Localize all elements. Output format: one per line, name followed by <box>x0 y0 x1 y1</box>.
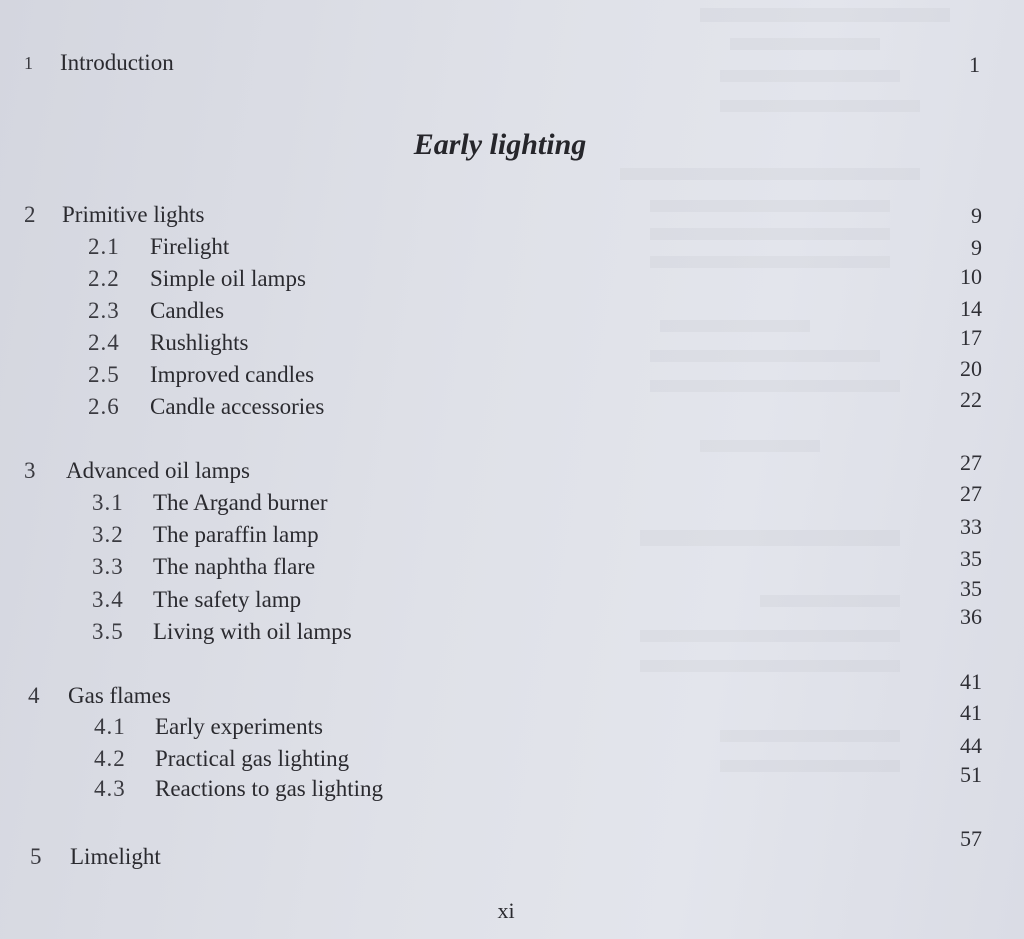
section-number: 2.4 <box>88 330 120 355</box>
bleed-through-mark <box>760 595 900 607</box>
bleed-through-mark <box>660 320 810 332</box>
bleed-through-mark <box>720 100 920 112</box>
page-number: 20 <box>960 356 982 381</box>
page-number: 14 <box>960 296 982 321</box>
bleed-through-mark <box>640 630 900 642</box>
section-title: The paraffin lamp <box>153 522 319 547</box>
bleed-through-mark <box>650 350 880 362</box>
section-number: 4.2 <box>94 746 126 771</box>
bleed-through-mark <box>720 760 900 772</box>
section-title: Reactions to gas lighting <box>155 776 384 801</box>
page-number: 44 <box>960 733 982 758</box>
section-title: Improved candles <box>150 362 315 387</box>
page-number: 27 <box>960 481 982 506</box>
chapter-number: 2 <box>24 202 37 227</box>
bleed-through-mark <box>650 228 890 240</box>
section-number: 3.3 <box>92 554 124 579</box>
page-number: 35 <box>960 546 982 571</box>
section-number: 3.2 <box>92 522 124 547</box>
page-number: 9 <box>971 235 982 260</box>
page-number: 9 <box>971 203 982 228</box>
page-number: 22 <box>960 387 982 412</box>
section-number: 2.2 <box>88 266 120 291</box>
chapter-number: 1 <box>24 53 34 73</box>
section-title: Candle accessories <box>150 394 325 419</box>
bleed-through-mark <box>700 440 820 452</box>
bleed-through-mark <box>640 530 900 546</box>
bleed-through-mark <box>650 380 900 392</box>
section-number: 2.1 <box>88 234 120 259</box>
section-number: 4.1 <box>94 714 126 739</box>
section-title: Early experiments <box>155 714 323 739</box>
section-title: The Argand burner <box>153 490 328 515</box>
section-title: Living with oil lamps <box>153 619 352 644</box>
page-number: 10 <box>960 264 982 289</box>
part-title: Early lighting <box>413 128 587 161</box>
section-title: Firelight <box>150 234 230 259</box>
section-title: The safety lamp <box>153 587 302 612</box>
chapter-title: Primitive lights <box>62 202 205 227</box>
chapter-title: Gas flames <box>68 683 171 708</box>
section-title: Rushlights <box>150 330 249 355</box>
section-title: Simple oil lamps <box>150 266 306 291</box>
section-number: 2.6 <box>88 394 120 419</box>
page-number: 41 <box>960 700 982 725</box>
bleed-through-mark <box>620 168 920 180</box>
bleed-through-mark <box>650 256 890 268</box>
page-number: 27 <box>960 450 982 475</box>
page-number: 41 <box>960 669 982 694</box>
section-number: 4.3 <box>94 776 126 801</box>
page-folio: xi <box>497 898 515 923</box>
page-number: 1 <box>969 52 980 77</box>
section-number: 3.4 <box>92 587 124 612</box>
section-title: Candles <box>150 298 225 323</box>
section-number: 2.5 <box>88 362 120 387</box>
section-number: 3.5 <box>92 619 124 644</box>
bleed-through-mark <box>720 70 900 82</box>
bleed-through-mark <box>640 660 900 672</box>
section-number: 2.3 <box>88 298 120 323</box>
section-title: Practical gas lighting <box>155 746 350 771</box>
bleed-through-mark <box>700 8 950 22</box>
section-number: 3.1 <box>92 490 124 515</box>
page-number: 35 <box>960 576 982 601</box>
page-number: 17 <box>960 325 982 350</box>
chapter-title: Introduction <box>60 50 174 75</box>
chapter-title: Advanced oil lamps <box>66 458 250 483</box>
chapter-title: Limelight <box>70 844 161 869</box>
chapter-number: 5 <box>30 844 43 869</box>
chapter-number: 3 <box>24 458 37 483</box>
page-number: 36 <box>960 604 982 629</box>
chapter-number: 4 <box>28 683 41 708</box>
bleed-through-mark <box>720 730 900 742</box>
page-number: 51 <box>960 762 982 787</box>
section-title: The naphtha flare <box>153 554 316 579</box>
bleed-through-mark <box>650 200 890 212</box>
page-number: 33 <box>960 514 982 539</box>
page-number: 57 <box>960 826 982 851</box>
bleed-through-mark <box>730 38 880 50</box>
